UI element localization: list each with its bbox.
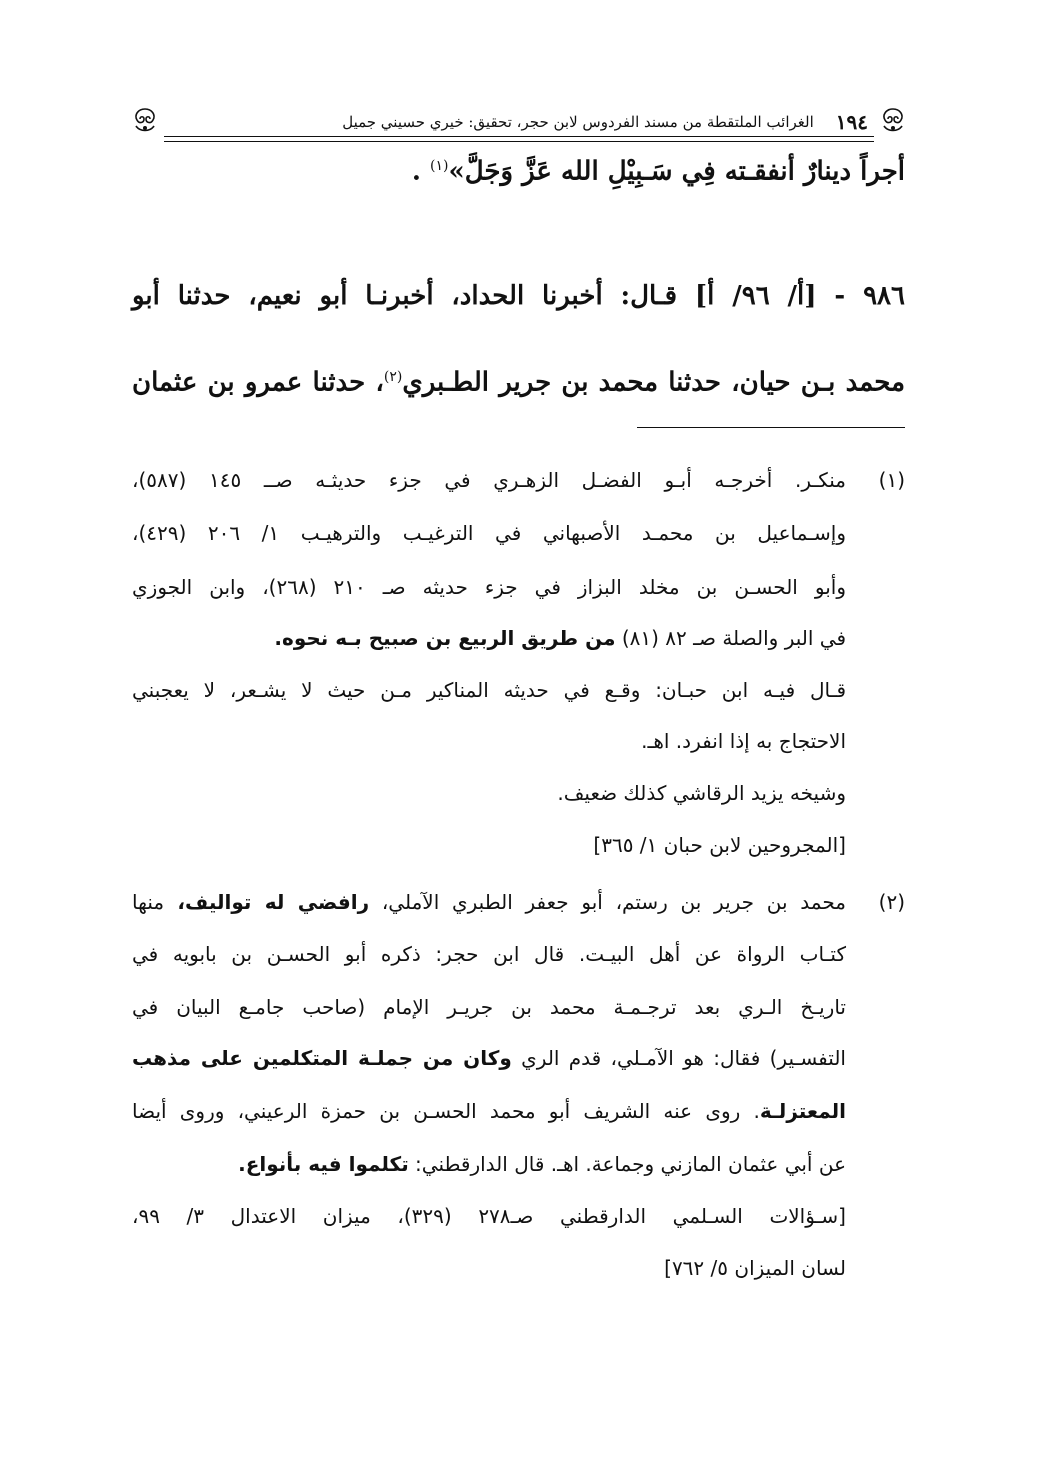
footnote-text: . روى عنه الشريف أبو محمد الحسـن بن حمزة الرعيني، وروى أيضا xyxy=(132,1099,760,1123)
running-title: الغرائب الملتقطة من مسند الفردوس لابن حجر، تحقيق: خيري حسيني جميل xyxy=(342,113,814,131)
continuation-text: أجراً دينارٌ أنفقـته فِي سَـبِيْلِ الله عَزَّ وَجَلَّ» xyxy=(448,156,905,187)
footnote-ref: (١) xyxy=(429,158,449,174)
footnote-text-bold: المعتزلـة xyxy=(759,1099,846,1123)
header-rule xyxy=(164,136,874,142)
footnote-text-bold: تكلموا فيه بأنواع. xyxy=(238,1152,409,1176)
footnote-line xyxy=(132,1091,846,1131)
footnote-line xyxy=(132,618,846,658)
footnote-text: محمد بن جرير بن رستم، أبو جعفر الطبري الآملي، xyxy=(369,890,846,914)
footnote-text-bold: وكان من جملـة المتكلمين على مذهب xyxy=(132,1046,512,1070)
footnote-line: كتـاب الرواة عن أهل البيـت. قال ابن حجر: ذكره أبو الحسـن بن بابويه في xyxy=(132,942,846,966)
footnote-number: (٢) xyxy=(878,890,905,914)
footnote-line xyxy=(132,1038,846,1078)
footnote-text: عن أبي عثمان المازني وجماعة. اهـ. قال الدارقطني: xyxy=(408,1152,846,1176)
footnote-text: التفسـير) فقال: هو الآمـلي، قدم الري xyxy=(511,1046,846,1070)
footnote-text: منها xyxy=(132,890,165,914)
footnote-line: [سـؤالات السـلمي الدارقطني صـ٢٧٨ (٣٢٩)، ميزان الاعتدال ٣/ ٩٩، xyxy=(132,1204,846,1228)
footnote-line: الاحتجاج به إذا انفرد. اهـ. xyxy=(641,729,846,753)
footnote-line: قـال فيـه ابن حبـان: وقـع في حديثه المناكير مـن حيث لا يشـعر، لا يعجبني xyxy=(132,678,846,702)
floral-ornament-icon xyxy=(130,106,160,134)
page-number: ١٩٤ xyxy=(835,110,868,134)
footnote-line: وشيخه يزيد الرقاشي كذلك ضعيف. xyxy=(557,781,846,805)
footnote-line: [المجروحين لابن حبان ١/ ٣٦٥] xyxy=(593,833,846,857)
footnote-line: لسان الميزان ٥/ ٧٦٢] xyxy=(664,1256,846,1280)
footnote-number: (١) xyxy=(878,468,905,492)
floral-ornament-icon xyxy=(878,106,908,134)
footnote-line xyxy=(132,882,846,922)
footnote-line: وإسـماعيل بن محمـد الأصبهاني في الترغيـب والترهيـب ١/ ٢٠٦ (٤٢٩)، xyxy=(132,521,846,545)
footnote-text-bold: رافضي له تواليف، xyxy=(164,890,370,914)
footnote-line: منكـر. أخرجـه أبـو الفضـل الزهـري في جزء حديثـه صــ ١٤٥ (٥٨٧)، xyxy=(132,468,847,492)
footnote-separator xyxy=(637,427,905,428)
hadith-line: ٩٨٦ - [أ/ ٩٦/ أ] قـال: أخبرنا الحداد، أخبرنـا أبو نعيم، حدثنا أبو xyxy=(132,281,905,311)
continuation-end: . xyxy=(411,156,430,187)
footnote-line: وأبو الحسـن بن مخلد البزاز في جزء حديثه صـ ٢١٠ (٢٦٨)، وابن الجوزي xyxy=(132,575,846,599)
page-header xyxy=(130,104,908,144)
hadith-line xyxy=(132,357,905,403)
hadith-text: محمد بـن حيان، حدثنا محمد بن جرير الطـبري xyxy=(402,367,906,398)
header-text xyxy=(170,110,868,134)
footnote-text-bold: من طريق الربيع بن صبيح بـه نحوه. xyxy=(274,626,616,650)
continuation-line xyxy=(132,146,905,192)
footnote-text: في البر والصلة صـ ٨٢ (٨١) xyxy=(615,626,846,650)
footnote-line xyxy=(132,1144,846,1184)
hadith-text: ، حدثنا عمرو بن عثمان xyxy=(132,367,384,398)
footnote-ref: (٢) xyxy=(383,369,403,385)
footnote-line: تاريـخ الـري بعد ترجـمـة محمد بن جريـر الإمام (صاحب جامـع البيان في xyxy=(132,995,846,1019)
